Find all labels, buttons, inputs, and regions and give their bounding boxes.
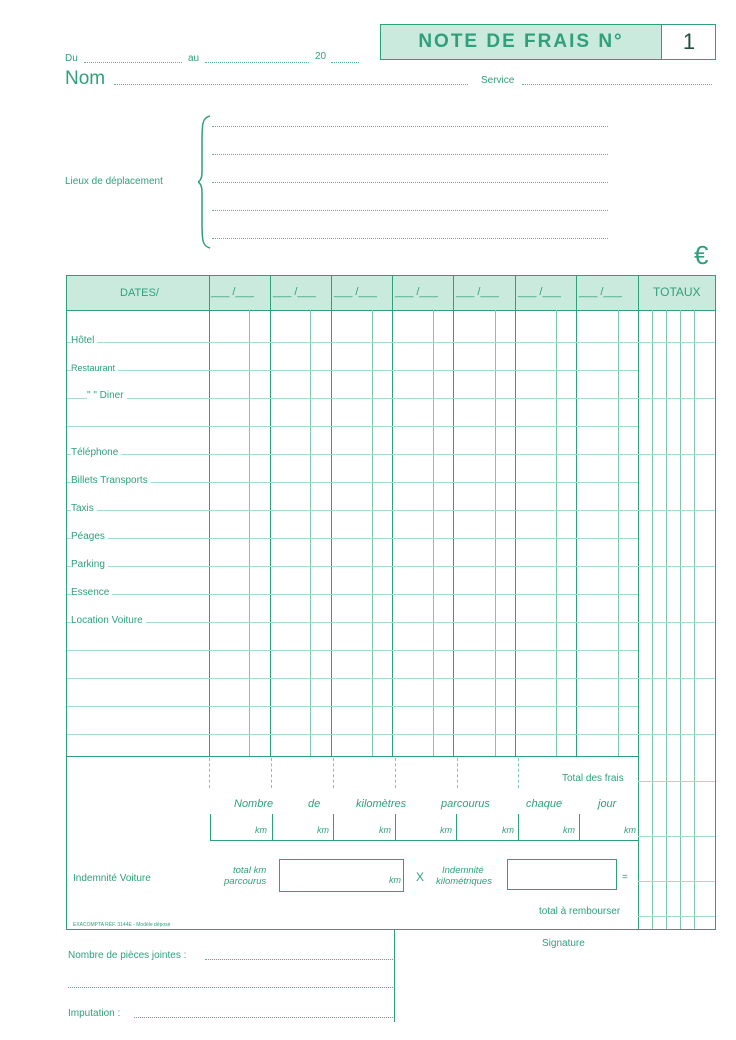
signature-area[interactable] — [400, 955, 716, 1020]
row-line — [67, 706, 638, 707]
km-cell-1[interactable]: km — [255, 825, 267, 835]
km-dash — [333, 758, 334, 788]
km-cell-7[interactable]: km — [624, 825, 636, 835]
row-essence: Essence — [71, 587, 112, 598]
col-line — [209, 276, 210, 756]
row-line — [67, 398, 638, 399]
service-field[interactable] — [522, 84, 712, 85]
total-km-unit: km — [389, 875, 401, 885]
km-word-2: de — [308, 798, 321, 810]
times-sign: X — [416, 870, 425, 884]
km-dash — [209, 758, 210, 788]
year-field[interactable] — [331, 62, 359, 63]
row-line — [67, 426, 638, 427]
row-location: Location Voiture — [71, 615, 146, 626]
row-line — [67, 342, 638, 343]
totals-row-line — [638, 881, 715, 882]
km-cell-6[interactable]: km — [563, 825, 575, 835]
totals-row-line — [638, 678, 715, 679]
km-dash — [395, 758, 396, 788]
form-number: 1 — [682, 29, 696, 54]
indemnite-voiture-label: Indemnité Voiture — [73, 873, 151, 884]
km-word-4: parcourus — [441, 798, 490, 810]
reference-text: EXACOMPTA RÉF. 3144E - Modèle déposé — [73, 922, 171, 928]
date-slot-2[interactable]: ___ /___ — [273, 286, 316, 298]
footer-divider — [394, 930, 395, 1022]
lieux-label: Lieux de déplacement — [65, 176, 163, 187]
cents-line — [372, 310, 373, 756]
date-slot-3[interactable]: ___ /___ — [334, 286, 377, 298]
row-line — [67, 678, 638, 679]
total-km-field[interactable] — [279, 859, 404, 892]
equals-sign: = — [622, 872, 628, 883]
date-slot-4[interactable]: ___ /___ — [395, 286, 438, 298]
row-line — [67, 650, 638, 651]
row-line — [67, 538, 638, 539]
totals-col-line — [638, 276, 639, 929]
km-cell-5[interactable]: km — [502, 825, 514, 835]
row-line — [67, 622, 638, 623]
totaux-header: TOTAUX — [653, 285, 701, 299]
total-rembourser-label: total à rembourser — [539, 906, 621, 917]
row-peages: Péages — [71, 531, 108, 542]
km-word-5: chaque — [526, 798, 563, 810]
au-field[interactable] — [205, 62, 309, 63]
total-km-label-2: parcourus — [224, 876, 267, 887]
cents-line — [249, 310, 250, 756]
km-cell-border — [333, 814, 334, 840]
col-line — [453, 276, 454, 756]
cents-line — [556, 310, 557, 756]
indemnite-km-field[interactable] — [507, 859, 617, 890]
date-slot-5[interactable]: ___ /___ — [456, 286, 499, 298]
km-cell-border — [272, 814, 273, 840]
totals-row-line — [638, 781, 715, 782]
service-label: Service — [481, 75, 515, 86]
row-parking: Parking — [71, 559, 108, 570]
pieces-jointes-field[interactable] — [205, 959, 393, 960]
cents-line — [310, 310, 311, 756]
totals-row-line — [638, 916, 715, 917]
km-cell-border — [579, 814, 580, 840]
date-slot-1[interactable]: ___ /___ — [211, 286, 254, 298]
row-hotel: Hôtel — [71, 335, 97, 346]
totals-row-line — [638, 454, 715, 455]
totals-row-line — [638, 622, 715, 623]
lieux-line-1[interactable] — [212, 126, 608, 127]
km-dash — [518, 758, 519, 788]
totals-row-line — [638, 566, 715, 567]
col-line — [331, 276, 332, 756]
row-taxis: Taxis — [71, 503, 97, 514]
km-cell-2[interactable]: km — [317, 825, 329, 835]
date-slot-7[interactable]: ___ /___ — [579, 286, 622, 298]
row-line — [67, 482, 638, 483]
euro-icon: € — [694, 240, 709, 270]
indemnite-km-label-1: Indemnité — [442, 865, 484, 876]
row-line — [67, 734, 638, 735]
row-restaurant: Restaurant — [71, 363, 118, 373]
km-cell-3[interactable]: km — [379, 825, 391, 835]
totals-row-line — [638, 398, 715, 399]
dates-header: DATES/ — [120, 287, 159, 299]
km-cell-border — [518, 814, 519, 840]
indemnite-km-label-2: kilométriques — [436, 876, 492, 887]
signature-label: Signature — [542, 938, 585, 949]
au-label: au — [188, 53, 200, 64]
col-line — [270, 276, 271, 756]
year-label: 20 — [315, 51, 327, 62]
km-dash — [457, 758, 458, 788]
cents-line — [618, 310, 619, 756]
km-cell-border — [456, 814, 457, 840]
nom-field[interactable] — [114, 84, 468, 85]
lieux-line-2[interactable] — [212, 154, 608, 155]
totals-row-line — [638, 510, 715, 511]
form-title: NOTE DE FRAIS N° — [381, 25, 662, 59]
extra-footer-line[interactable] — [68, 987, 393, 988]
col-line — [392, 276, 393, 756]
total-km-label-1: total km — [233, 865, 267, 876]
expense-rows-end — [67, 756, 638, 757]
du-field[interactable] — [84, 62, 182, 63]
km-word-3: kilomètres — [356, 798, 407, 810]
brace-icon — [198, 114, 212, 250]
row-telephone: Téléphone — [71, 447, 121, 458]
km-dash — [271, 758, 272, 788]
row-billets: Billets Transports — [71, 475, 151, 486]
imputation-label: Imputation : — [68, 1008, 121, 1019]
row-line — [67, 594, 638, 595]
row-line — [67, 454, 638, 455]
totals-row-line — [638, 342, 715, 343]
row-line — [67, 510, 638, 511]
km-cells-bottom — [210, 840, 638, 841]
pieces-jointes-label: Nombre de pièces jointes : — [68, 950, 187, 961]
row-line — [67, 370, 638, 371]
title-box — [380, 24, 716, 60]
col-line — [576, 276, 577, 756]
km-cell-border — [395, 814, 396, 840]
lieux-line-4[interactable] — [212, 210, 608, 211]
row-line — [67, 566, 638, 567]
km-cell-4[interactable]: km — [440, 825, 452, 835]
expense-table — [66, 275, 716, 930]
cents-line — [433, 310, 434, 756]
totals-row-line — [638, 734, 715, 735]
lieux-line-5[interactable] — [212, 238, 608, 239]
col-line — [515, 276, 516, 756]
km-cell-border — [210, 814, 211, 840]
date-slot-6[interactable]: ___ /___ — [518, 286, 561, 298]
total-frais-label: Total des frais — [562, 773, 624, 784]
lieux-line-3[interactable] — [212, 182, 608, 183]
totals-row-line — [638, 836, 715, 837]
cents-line — [495, 310, 496, 756]
km-word-6: jour — [598, 798, 617, 810]
nom-label: Nom — [65, 68, 106, 89]
km-word-1: Nombre — [234, 798, 274, 810]
du-label: Du — [65, 53, 78, 64]
row-diner: " " Diner — [87, 390, 127, 401]
imputation-field[interactable] — [134, 1017, 393, 1018]
